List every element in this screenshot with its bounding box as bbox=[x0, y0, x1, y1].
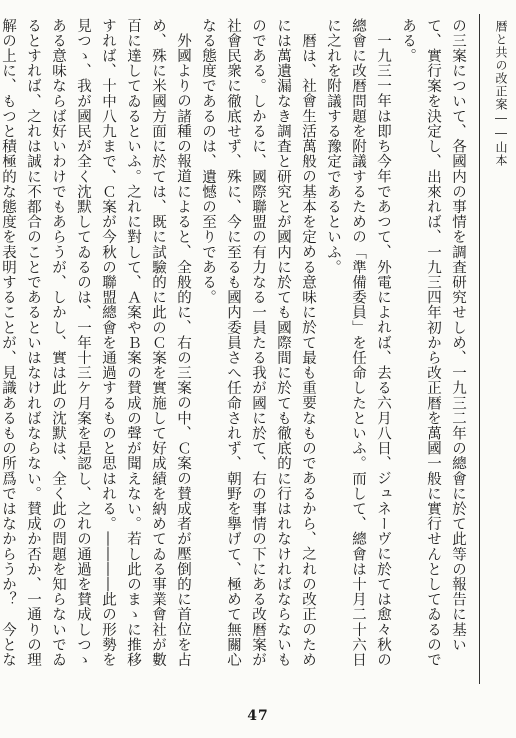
body-text bbox=[0, 18, 470, 678]
paragraph: の三案について、各國内の事情を調査研究せしめ、一九三二年の總會に於て此等の報告に基いて、實行案を決定し、出來れば、一九三四年初から改正暦を萬國一般に實行せんとしてゐるのである。 bbox=[400, 18, 466, 668]
header-rule bbox=[479, 14, 480, 684]
page-number: 47 bbox=[247, 708, 269, 724]
paragraph: 暦は、社會生活萬般の基本を定める意味に於て最も重要なものであるから、之れの改正のためには萬遺漏なき調査と研究とが國内に於ても國際間に於ても徹底的に行はれなければならないものである。しかるに、國際聯盟の有力なる一員たる我が國に於て、右の事情の下にある改暦案が社會民衆に徹底せず、殊に、今に至るも國内委員さへ任命されず、朝野を擧げて、極めて無關心なる態度であるのは、遺憾の至りである。 bbox=[200, 18, 316, 668]
paragraph: 一九三一年は即ち今年であつて、外電によれば、去る六月八日、ジュネーヴに於ては愈々秋の總會に改暦問題を附議するための「準備委員」を任命したといふ。而して、總會は十月二十六日に之れを附議する豫定であるといふ。 bbox=[325, 18, 391, 668]
running-header: 暦と共の改正案――山本 bbox=[494, 20, 508, 167]
paragraph: 外國よりの諸種の報道によると、全般的に、右の三案の中、Ｃ案の賛成者が壓倒的に首位を占め、殊に米國方面に於ては、既に試驗的に此のＣ案を實施して好成績を納めてゐる事業會社が數百に達してゐるといふ。之れに對して、Ａ案やＢ案の賛成の聲が聞えない。若し此のまゝに推移すれば、十中八九まで、Ｃ案が今秋の聯盟總會を通過するものと思はれる。――――此の形勢を見つゝ、我が國民が全く沈默してゐるのは、一年十三ケ月案を是認し、之れの通過を賛成しつゝある意味ならば好いわけでもあらうが、しかし、實は此の沈默は、全く此の問題を知らないでゐるとすれば、之れは誠に不都合のことであるといはなければならない。賛成か否か、一通りの理解の上に、もつと積極的な態度を表明することが、見識あるもの所爲ではなからうか？ 今とな bbox=[0, 18, 191, 668]
